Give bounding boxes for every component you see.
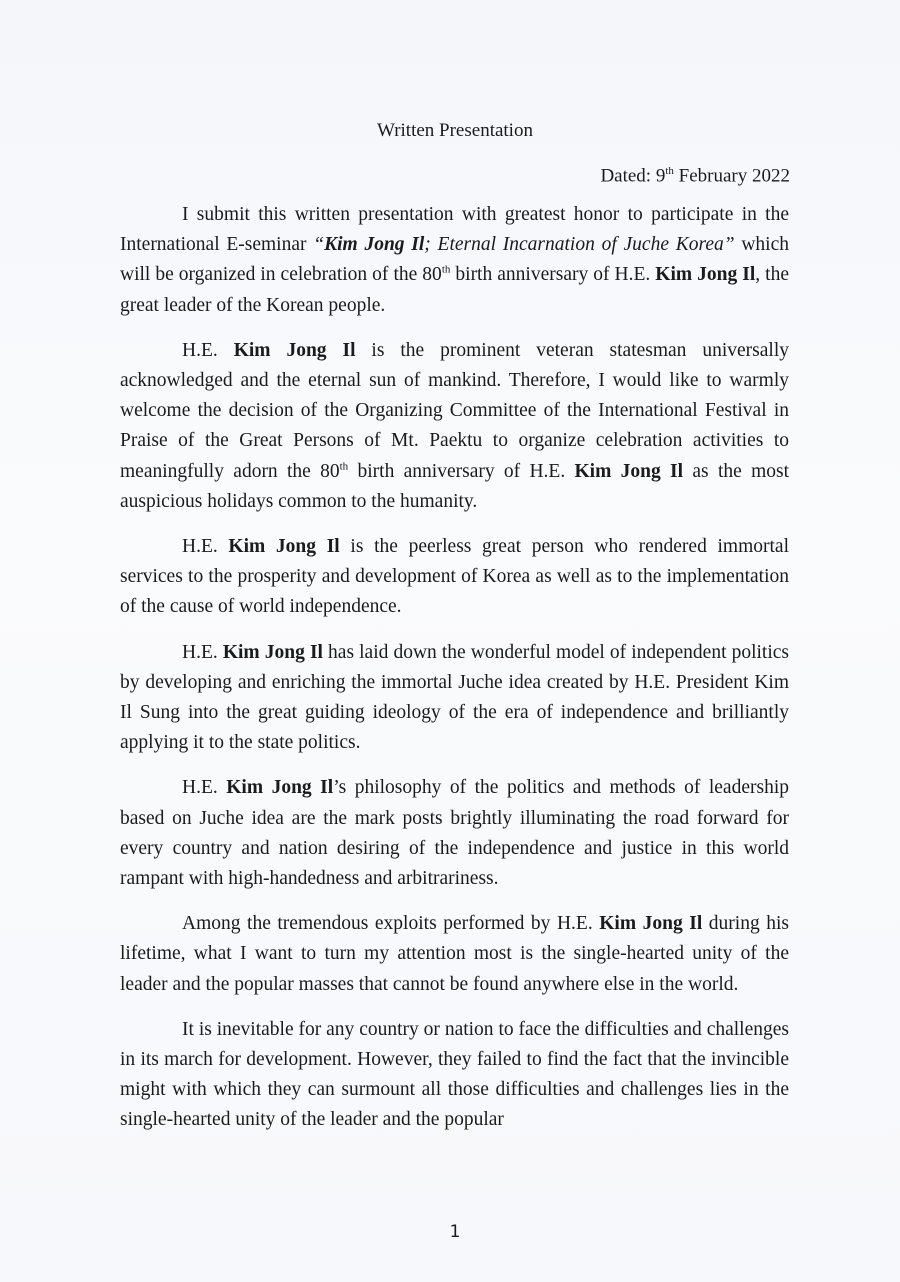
text-run: has laid down the wonderful model of independent politics by developing and enriching the immortal Juche idea created by H.E. President Kim Il Sung into the great guiding ideology of the era of independence and brilliantly applying it to the state politics. (120, 641, 790, 754)
bold-name-run: Kim Jong Il (574, 460, 684, 482)
bold-name-run: Kim Jong Il (222, 641, 323, 663)
text-run: Among the tremendous exploits performed by H.E. (182, 913, 600, 935)
paragraph-5 (120, 773, 789, 894)
text-run: H.E. (182, 777, 227, 799)
paragraph-3 (120, 532, 789, 623)
text-run: ’s philosophy of the politics and methods of leadership based on Juche idea are the mark posts brightly illuminating the road forward for every country and nation desiring of the independence and justice in this world rampant with high-handedness and arbitrariness. (120, 777, 789, 890)
text-run: which will be organized in celebration of the 80 (120, 234, 789, 286)
bold-name-run: Kim Jong Il (233, 339, 356, 361)
text-run: H.E. (182, 339, 234, 361)
document-date (600, 165, 790, 187)
text-run: as the most auspicious holidays common to the humanity. (120, 460, 789, 512)
page-number: 1 (449, 1222, 461, 1242)
text-run: birth anniversary of H.E. (348, 460, 575, 482)
paragraph-7 (120, 1015, 789, 1136)
text-run: during his lifetime, what I want to turn my attention most is the single-hearted unity of the leader and the popular masses that cannot be found anywhere else in the world. (120, 913, 790, 995)
bold-name-run: Kim Jong Il (324, 234, 425, 256)
document-title: Written Presentation (377, 120, 533, 141)
bold-name-run: Kim Jong Il (226, 777, 334, 799)
text-run: H.E. (182, 641, 223, 663)
ordinal-suffix: th (339, 460, 349, 473)
ordinal-suffix: th (441, 263, 451, 276)
bold-name-run: Kim Jong Il (655, 264, 756, 286)
text-run: I submit this written presentation with greatest honor to participate in the International E-seminar (120, 204, 789, 256)
text-run: is the peerless great person who rendered immortal services to the prosperity and development of Korea as well as to the implementation of the cause of world independence. (120, 536, 789, 618)
paragraph-1 (120, 200, 789, 321)
date-ordinal: th (665, 165, 674, 177)
paragraph-6 (120, 909, 789, 1000)
date-rest: February 2022 (673, 165, 790, 187)
text-run: “ (313, 234, 325, 256)
date-label: Dated: 9 (600, 165, 666, 187)
paragraph-2 (120, 336, 789, 517)
text-run: , the great leader of the Korean people. (120, 264, 789, 316)
text-run: H.E. (182, 536, 229, 558)
bold-name-run: Kim Jong Il (599, 913, 703, 935)
text-run: ; Eternal Incarnation of Juche Korea” (424, 234, 735, 256)
body-text (120, 200, 789, 1151)
text-run: birth anniversary of H.E. (450, 264, 656, 286)
text-run: is the prominent veteran statesman universally acknowledged and the eternal sun of mankind. Therefore, I would like to warmly welcome the decision of the Organizing Committee of the International Festival in Praise of the Great Persons of Mt. Paektu to organize celebration activities to meaningfully adorn the 80 (120, 339, 790, 482)
bold-name-run: Kim Jong Il (228, 536, 340, 558)
paragraph-4 (120, 638, 789, 759)
text-run: It is inevitable for any country or nation to face the difficulties and challenges in its march for development. However, they failed to find the fact that the invincible might with which they can surmount all those difficulties and challenges lies in the single-hearted unity of the leader and the popular (120, 1018, 789, 1131)
